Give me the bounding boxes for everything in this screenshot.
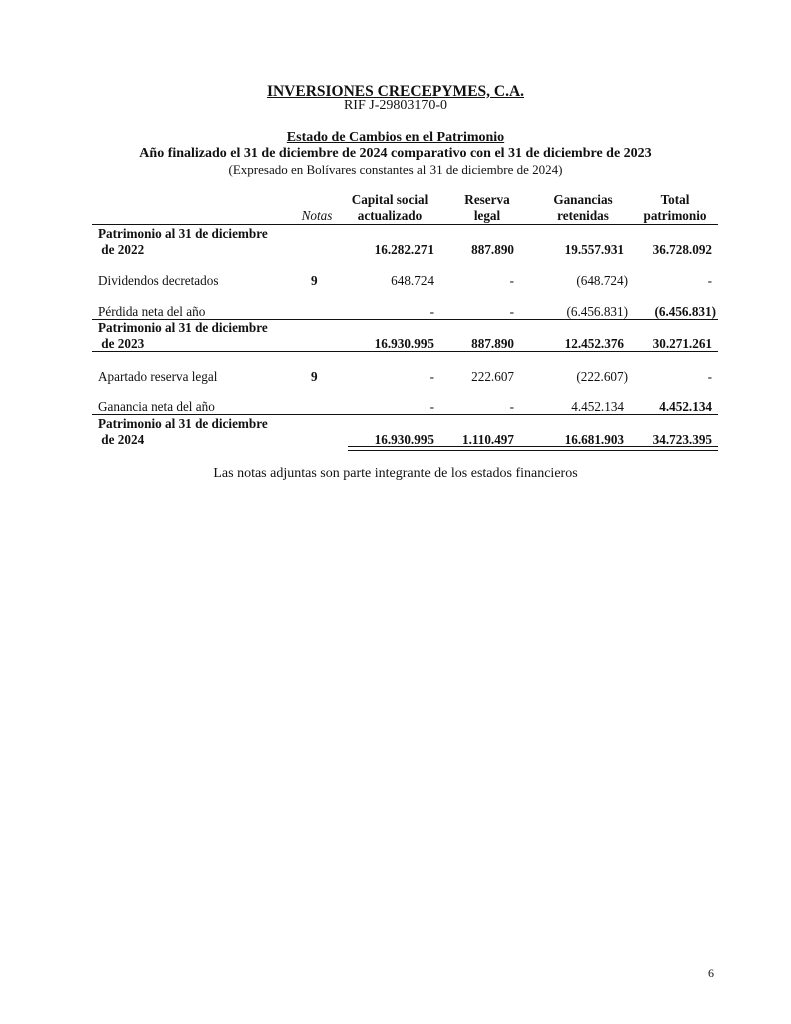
- cell-capital: -: [429, 369, 434, 384]
- cell-capital: -: [429, 399, 434, 414]
- cell-capital: 16.930.995: [374, 336, 434, 351]
- currency-note: (Expresado en Bolívares constantes al 31 de diciembre de 2024): [228, 162, 563, 177]
- cell-reserva: 887.890: [471, 336, 514, 351]
- cell-reserva: 1.110.497: [461, 432, 514, 447]
- table-row: [92, 226, 718, 260]
- row-label-line1: Patrimonio al 31 de diciembre: [98, 226, 268, 241]
- row-label: Ganancia neta del año: [98, 399, 215, 414]
- cell-ganancias: (648.724): [576, 273, 628, 288]
- cell-total: 36.728.092: [652, 242, 712, 257]
- col-total-l2: patrimonio: [643, 208, 707, 223]
- row-label-line2: de 2024: [98, 432, 145, 447]
- subtotal-rule-2024: [92, 414, 718, 415]
- statement-title: Estado de Cambios en el Patrimonio: [286, 130, 505, 145]
- cell-reserva: -: [509, 304, 514, 319]
- col-notas: Notas: [301, 208, 333, 223]
- cell-nota: 9: [311, 273, 318, 288]
- row-label-line2: de 2022: [98, 242, 145, 257]
- table-row: [92, 273, 718, 291]
- cell-reserva: 887.890: [471, 242, 514, 257]
- col-total-l1: Total: [660, 192, 690, 207]
- row-label-line1: Patrimonio al 31 de diciembre: [98, 416, 268, 431]
- cell-total: 34.723.395: [652, 432, 712, 447]
- table-row: [92, 304, 718, 320]
- row-label-line1: Patrimonio al 31 de diciembre: [98, 320, 268, 335]
- final-double-rule: [348, 446, 718, 451]
- row-label-line2: de 2023: [98, 336, 145, 351]
- cell-reserva: -: [509, 399, 514, 414]
- cell-capital: 648.724: [391, 273, 434, 288]
- cell-capital: 16.930.995: [374, 432, 434, 447]
- cell-ganancias: (6.456.831): [566, 304, 628, 319]
- cell-total: -: [707, 273, 712, 288]
- row-label: Dividendos decretados: [98, 273, 219, 288]
- cell-ganancias: 19.557.931: [564, 242, 624, 257]
- table-row: [92, 320, 718, 352]
- col-ganancias-l2: retenidas: [557, 208, 609, 223]
- cell-ganancias: 12.452.376: [564, 336, 624, 351]
- table-row: [92, 399, 718, 415]
- cell-nota: 9: [311, 369, 318, 384]
- statement-period: Año finalizado el 31 de diciembre de 2024 comparativo con el 31 de diciembre de 2023: [139, 146, 652, 161]
- table-row: [92, 416, 718, 448]
- page-number: 6: [708, 966, 714, 980]
- equity-changes-table: [92, 192, 718, 447]
- col-ganancias-l1: Ganancias: [553, 192, 613, 207]
- cell-reserva: 222.607: [471, 369, 514, 384]
- col-reserva-l1: Reserva: [464, 192, 510, 207]
- cell-reserva: -: [509, 273, 514, 288]
- col-reserva-l2: legal: [473, 208, 501, 223]
- row-label: Pérdida neta del año: [98, 304, 206, 319]
- table-header: [92, 192, 718, 224]
- cell-ganancias: (222.607): [576, 369, 628, 384]
- company-rif: RIF J-29803170-0: [343, 98, 448, 113]
- cell-total: -: [707, 369, 712, 384]
- company-name: INVERSIONES CRECEPYMES, C.A.: [266, 83, 525, 100]
- total-rule-2023: [92, 351, 718, 352]
- table-row: [92, 369, 718, 387]
- row-label: Apartado reserva legal: [98, 369, 218, 384]
- cell-total: 30.271.261: [652, 336, 712, 351]
- cell-total: (6.456.831): [654, 304, 716, 319]
- footer-note: Las notas adjuntas son parte integrante de los estados financieros: [213, 466, 578, 481]
- cell-capital: 16.282.271: [374, 242, 434, 257]
- cell-total: 4.452.134: [659, 399, 712, 414]
- col-capital-l2: actualizado: [357, 208, 423, 223]
- col-capital-l1: Capital social: [351, 192, 429, 207]
- cell-ganancias: 16.681.903: [564, 432, 624, 447]
- cell-ganancias: 4.452.134: [571, 399, 624, 414]
- cell-capital: -: [429, 304, 434, 319]
- header-rule: [92, 224, 718, 225]
